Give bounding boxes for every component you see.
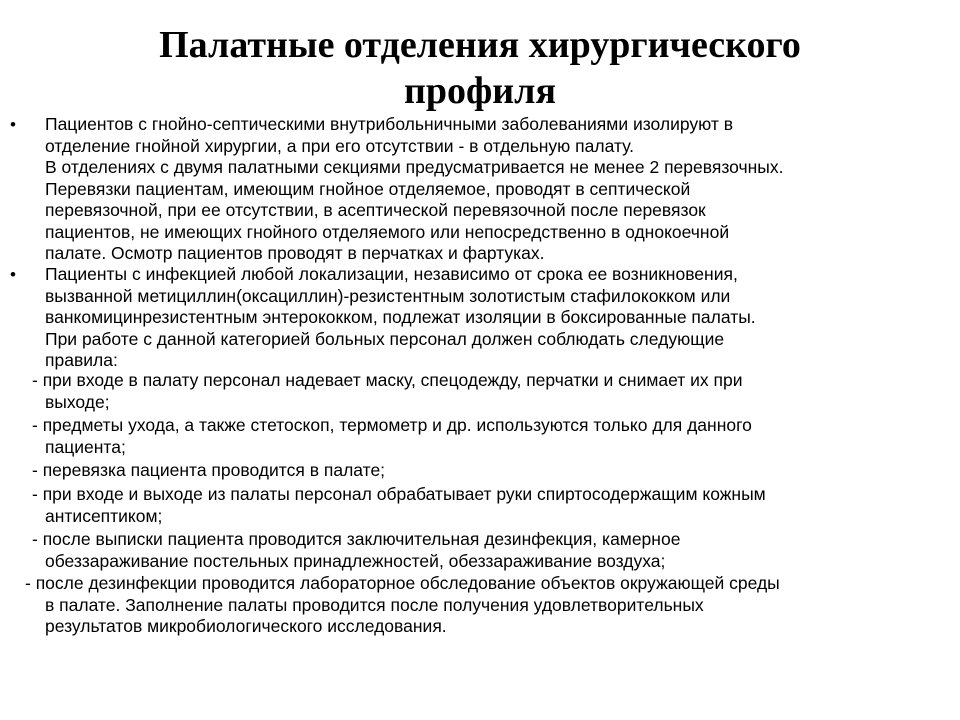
- slide-title-line-1: Палатные отделения хирургического: [159, 24, 801, 66]
- rule-item-3: [0, 460, 960, 482]
- rule-6-line-2: в палате. Заполнение палаты проводится после получения удовлетворительных: [45, 594, 704, 615]
- bullet-text-2: [45, 264, 925, 372]
- bullet-1-line-7: палате. Осмотр пациентов проводят в перчатках и фартуках.: [45, 243, 545, 263]
- bullet-1-line-5: перевязочной, при ее отсутствии, в асептической перевязочной после перевязок: [45, 200, 706, 220]
- slide-title: [60, 22, 900, 114]
- rule-6-line-1: - после дезинфекции проводится лабораторное обследование объектов окружающей среды: [25, 573, 780, 593]
- rule-1-line-2: выходе;: [45, 391, 110, 412]
- bullet-2-line-2: вызванной метициллин(оксациллин)-резистентным золотистым стафилококком или: [45, 285, 731, 306]
- rule-1-line-1: - при входе в палату персонал надевает маску, спецодежду, перчатки и снимает их при: [32, 370, 743, 390]
- bullet-1-line-2: отделение гнойной хирургии, а при его отсутствии - в отдельную палату.: [45, 135, 635, 156]
- rule-5-line-1: - после выписки пациента проводится заключительная дезинфекция, камерное: [32, 529, 681, 549]
- bullet-2-line-1: Пациенты с инфекцией любой локализации, независимо от срока ее возникновения,: [45, 264, 738, 284]
- rule-4-line-2: антисептиком;: [45, 505, 163, 526]
- rule-item-5: [0, 529, 960, 572]
- rule-item-4: [0, 484, 960, 527]
- bullet-2-line-3: ванкомицинрезистентным энтерококком, подлежат изоляции в боксированные палаты.: [45, 307, 756, 327]
- bullet-1-line-1: Пациентов с гнойно-септическими внутрибольничными заболеваниями изолируют в: [45, 114, 734, 134]
- rule-2-line-1: - предметы ухода, а также стетоскоп, термометр и др. используются только для данного: [32, 415, 752, 435]
- rule-item-2: [0, 415, 960, 458]
- bullet-1-line-3: В отделениях с двумя палатными секциями предусматривается не менее 2 перевязочных.: [45, 157, 784, 177]
- bullet-2-line-4: При работе с данной категорией больных персонал должен соблюдать следующие: [45, 328, 725, 349]
- rule-6-line-3: результатов микробиологического исследования.: [45, 616, 447, 636]
- rule-5-line-2: обеззараживание постельных принадлежностей, обеззараживание воздуха;: [45, 550, 666, 571]
- rule-3-line-1: - перевязка пациента проводится в палате;: [32, 460, 386, 480]
- bullet-dot-icon: •: [10, 115, 16, 134]
- bullet-2-line-5: правила:: [45, 350, 118, 370]
- bullet-dot-icon: •: [10, 265, 16, 284]
- bullet-text-1: [45, 114, 925, 265]
- bullet-1-line-4: Перевязки пациентам, имеющим гнойное отделяемое, проводят в септической: [45, 178, 691, 199]
- slide-title-line-2: профиля: [403, 70, 557, 112]
- rule-item-1: [0, 370, 960, 413]
- rule-4-line-1: - при входе и выходе из палаты персонал обрабатывает руки спиртосодержащим кожным: [32, 484, 766, 504]
- bullet-1-line-6: пациентов, не имеющих гнойного отделяемого или непосредственно в однокоечной: [45, 221, 730, 242]
- rule-2-line-2: пациента;: [45, 436, 126, 457]
- rule-item-6: [0, 573, 960, 638]
